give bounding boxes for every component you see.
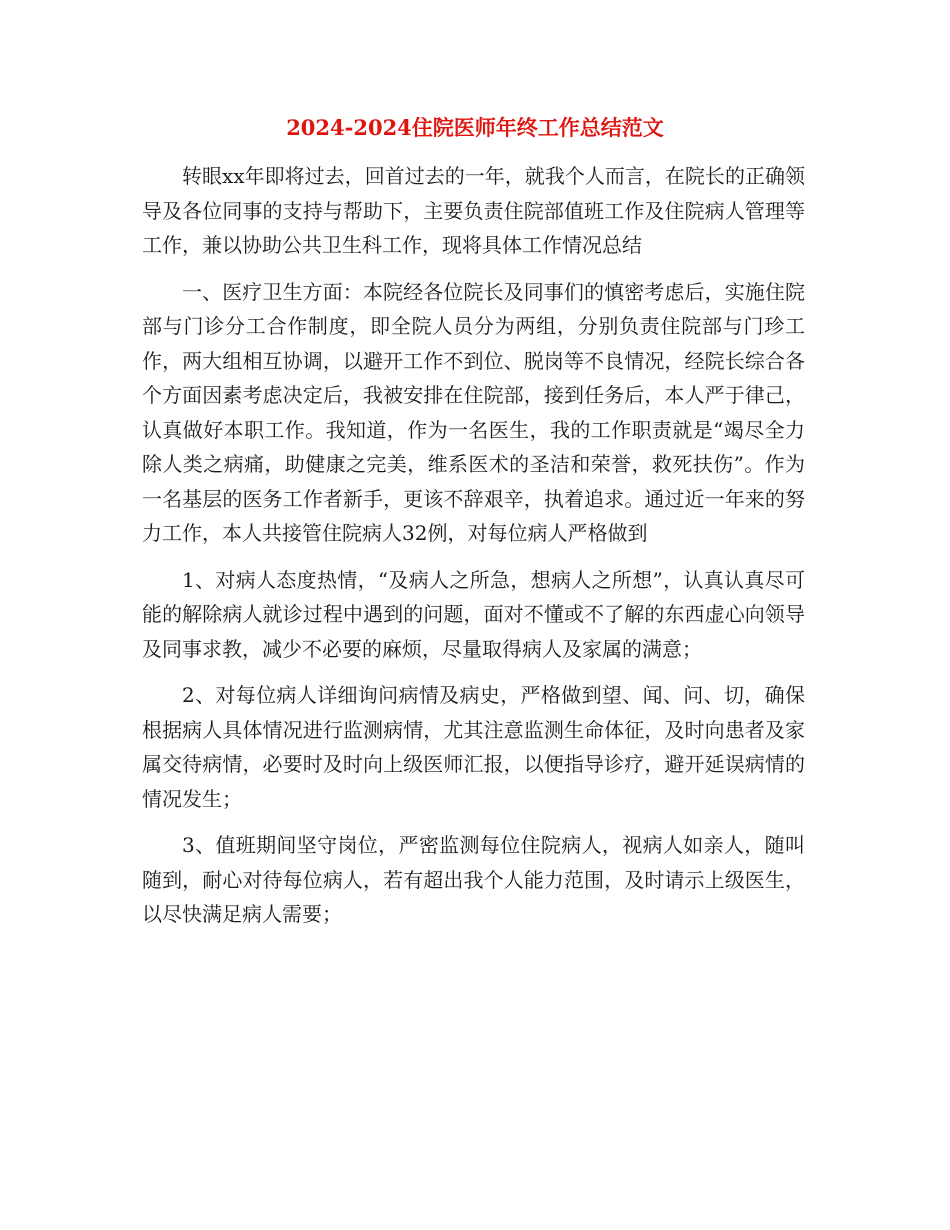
paragraph-intro: 转眼xx年即将过去，回首过去的一年，就我个人而言，在院长的正确领导及各位同事的支持与帮助下，主要负责住院部值班工作及住院病人管理等工作，兼以协助公共卫生科工作，现将具体工作情况总结 bbox=[142, 164, 805, 257]
paragraph-item-2: 2、对每位病人详细询问病情及病史，严格做到望、闻、问、切，确保根据病人具体情况进行监测病情，尤其注意监测生命体征，及时向患者及家属交待病情，必要时及时向上级医师汇报，以便指导诊疗，避开延误病情的情况发生； bbox=[142, 683, 805, 811]
document-body bbox=[142, 159, 805, 944]
document-title: 2024-2024住院医师年终工作总结范文 bbox=[286, 115, 664, 140]
paragraph-item-3: 3、值班期间坚守岗位，严密监测每位住院病人，视病人如亲人，随叫随到，耐心对待每位病人，若有超出我个人能力范围，及时请示上级医生，以尽快满足病人需要； bbox=[142, 833, 805, 926]
paragraph-item-1: 1、对病人态度热情，“及病人之所急，想病人之所想”，认真认真尽可能的解除病人就诊过程中遇到的问题，面对不懂或不了解的东西虚心向领导及同事求教，减少不必要的麻烦，尽量取得病人及家属的满意； bbox=[142, 567, 805, 661]
paragraph-medical-section: 一、医疗卫生方面：本院经各位院长及同事们的慎密考虑后，实施住院部与门诊分工合作制度，即全院人员分为两组，分别负责住院部与门珍工作，两大组相互协调，以避开工作不到位、脱岗等不良情况，经院长综合各个方面因素考虑决定后，我被安排在住院部，接到任务后，本人严于律己，认真做好本职工作。我知道，作为一名医生，我的工作职责就是“竭尽全力除人类之病痛，助健康之完美，维系医术的圣洁和荣誉，救死扶伤”。作为一名基层的医务工作者新手，更该不辞艰辛，执着追求。通过近一年来的努力工作，本人共接管住院病人32例，对每位病人严格做到 bbox=[142, 279, 805, 545]
